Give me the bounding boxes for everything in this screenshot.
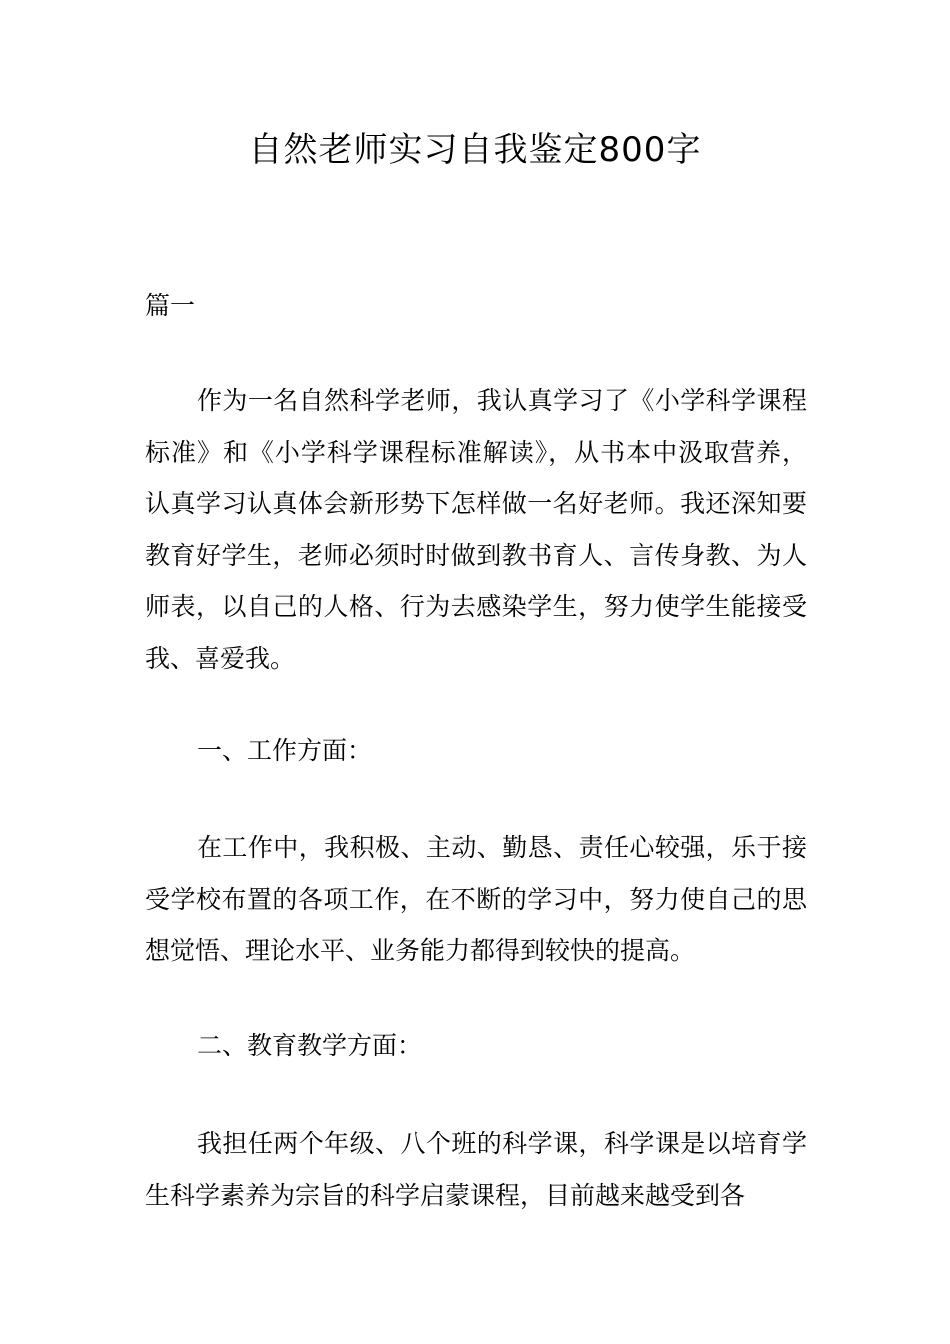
teaching-paragraph: 我担任两个年级、八个班的科学课，科学课是以培育学生科学素养为宗旨的科学启蒙课程，目前越来越受到各 (145, 1129, 807, 1210)
work-paragraph: 在工作中，我积极、主动、勤恳、责任心较强，乐于接受学校布置的各项工作，在不断的学习中，努力使自己的思想觉悟、理论水平、业务能力都得到较快的提高。 (145, 833, 807, 965)
heading-teaching: 二、教育教学方面： (197, 1031, 423, 1060)
section-label: 篇一 (145, 291, 196, 320)
heading-work: 一、工作方面： (197, 736, 373, 765)
intro-paragraph: 作为一名自然科学老师，我认真学习了《小学科学课程标准》和《小学科学课程标准解读》，从书本中汲取营养，认真学习认真体会新形势下怎样做一名好老师。我还深知要教育好学生，老师必须时时做到教书育人、言传身教、为人师表，以自己的人格、行为去感染学生，努力使学生能接受我、喜爱我。 (145, 386, 807, 673)
document-title: 自然老师实习自我鉴定800字 (248, 130, 702, 170)
